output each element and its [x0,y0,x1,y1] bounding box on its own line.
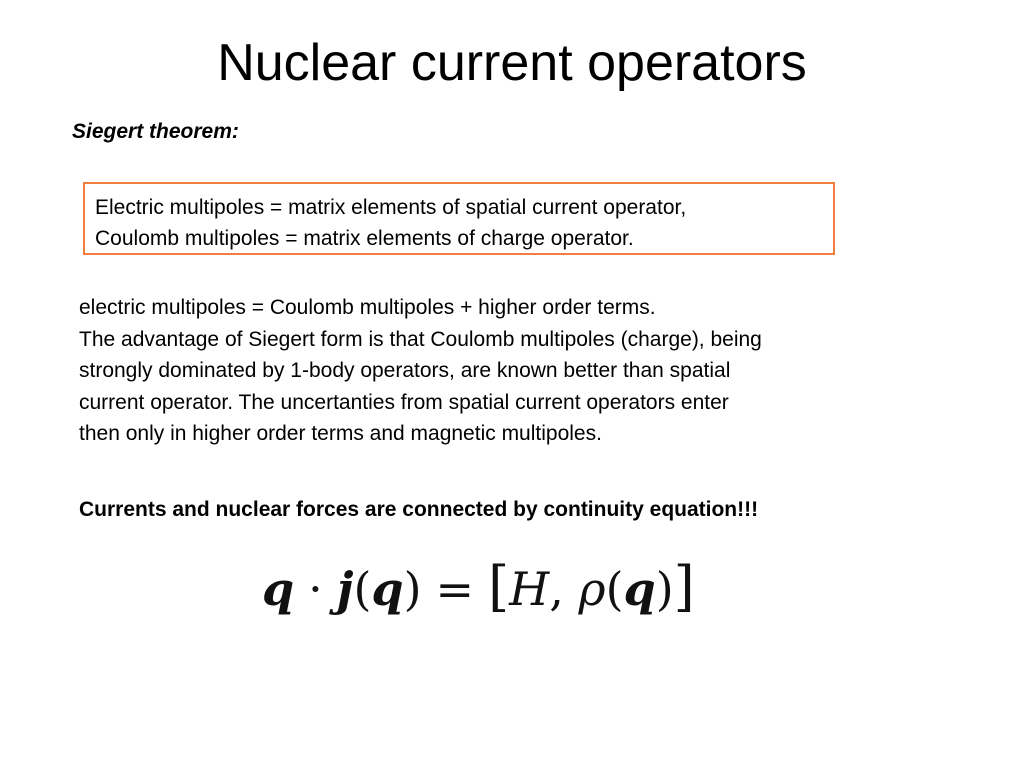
eq-hamiltonian: H [509,562,550,616]
eq-dot-operator: · [308,562,323,616]
body-paragraph [79,292,959,450]
eq-rho: ρ [578,562,606,616]
eq-j-vector: j [336,562,354,616]
theorem-box [83,182,835,255]
body-line: electric multipoles = Coulomb multipoles + higher order terms. [79,296,656,319]
eq-left-paren-2: ( [605,562,624,616]
eq-right-paren: ) [403,562,422,616]
body-line: strongly dominated by 1-body operators, are known better than spatial [79,359,731,382]
continuity-equation [262,548,695,628]
eq-right-paren-2: ) [655,562,674,616]
slide-title: Nuclear current operators [217,34,807,92]
eq-left-paren: ( [353,562,372,616]
body-line: then only in higher order terms and magnetic multipoles. [79,422,602,445]
subtitle-siegert-theorem: Siegert theorem: [72,120,239,143]
theorem-line-coulomb: Coulomb multipoles = matrix elements of charge operator. [95,227,634,250]
body-line: current operator. The uncertanties from spatial current operators enter [79,390,729,414]
eq-q-argument-2: q [623,562,656,616]
eq-comma: , [549,562,564,616]
continuity-statement: Currents and nuclear forces are connected by continuity equation!!! [79,498,759,521]
theorem-line-electric: Electric multipoles = matrix elements of spatial current operator, [95,196,687,219]
eq-equals-sign: = [435,562,475,616]
eq-left-bracket: [ [488,555,510,618]
eq-q-argument: q [371,562,404,616]
eq-right-bracket: ] [673,555,695,618]
body-line: The advantage of Siegert form is that Coulomb multipoles (charge), being [79,327,762,351]
eq-q-vector: q [262,562,295,616]
